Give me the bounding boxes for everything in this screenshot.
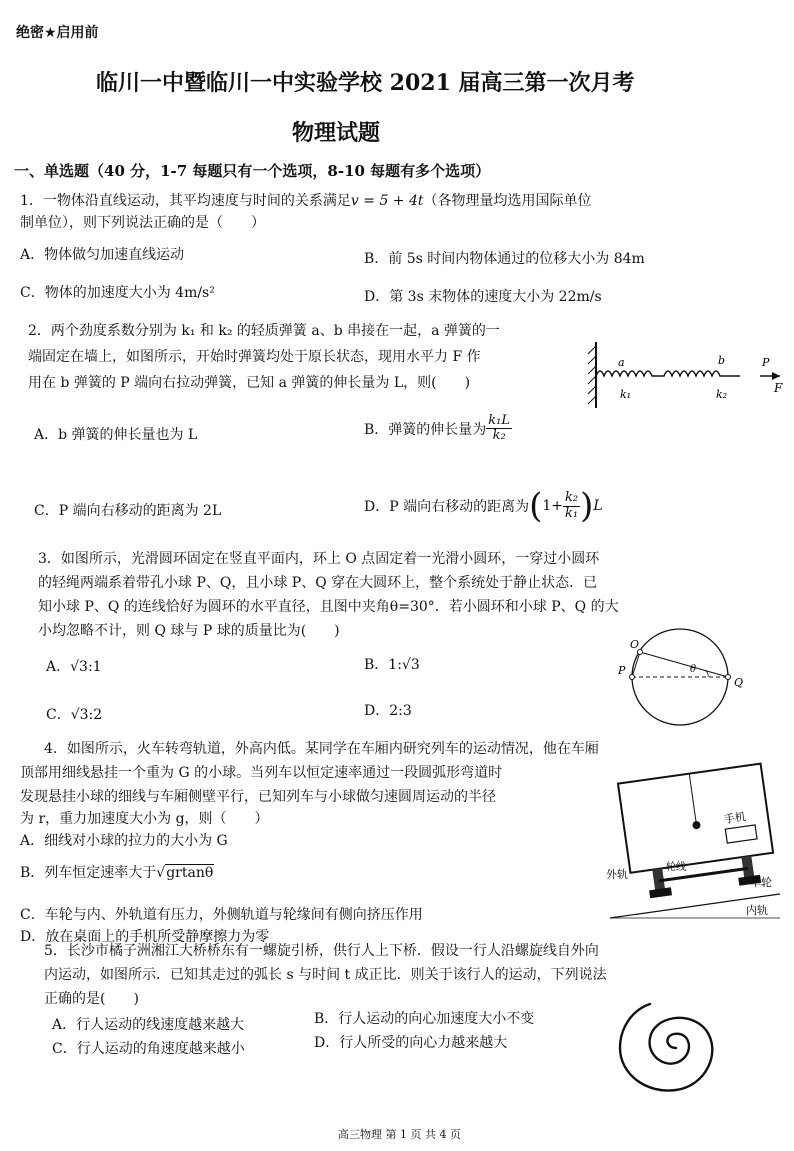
q2-option-b-denominator: k₂ xyxy=(492,428,506,444)
q2-label-p: P xyxy=(762,356,770,369)
q4-stem-line3: 发现悬挂小球的细线与车厢侧壁平行，已知列车与小球做匀速圆周运动的半径 xyxy=(20,789,496,805)
q4-label-inner-rail: 内轨 xyxy=(746,904,768,917)
q5-stem-line2: 内运动，如图所示．已知其走过的弧长 s 与时间 t 成正比．则关于该行人的运动，下列说法 xyxy=(44,967,607,983)
q1-option-c: C．物体的加速度大小为 4m/s² xyxy=(20,285,215,301)
q4-stem-line1: 4．如图所示，火车转弯轨道，外高内低。某同学在车厢内研究列车的运动情况，他在车厢 xyxy=(44,741,599,757)
q5-option-a: A．行人运动的线速度越来越大 xyxy=(52,1017,245,1033)
q5-spiral-figure xyxy=(606,996,738,1104)
q4-option-a: A．细线对小球的拉力的大小为 G xyxy=(20,833,228,849)
q2-stem-line1: 2．两个劲度系数分别为 k₁ 和 k₂ 的轻质弹簧 a、b 串接在一起，a 弹簧的一 xyxy=(28,323,500,339)
exam-title: 临川一中暨临川一中实验学校 2021 届高三第一次月考 xyxy=(96,70,635,96)
q4-option-c: C．车轮与内、外轨道有压力，外侧轨道与轮缘间有侧向挤压作用 xyxy=(20,907,423,923)
q1-stem-line2: 制单位），则下列说法正确的是（ ） xyxy=(20,215,265,231)
q4-label-wheel-axle: 轮线 xyxy=(666,862,686,873)
q2-option-c: C．P 端向右移动的距离为 2L xyxy=(34,503,222,519)
q2-label-k1: k₁ xyxy=(620,388,632,401)
q4-label-phone: 手机 xyxy=(723,810,747,827)
q1-stem-line1: 1．一物体沿直线运动，其平均速度与时间的关系满足v = 5 + 4t（各物理量均选用国际单位 xyxy=(20,193,592,209)
q3-option-b: B．1:√3 xyxy=(364,657,420,673)
q4-option-d: D．放在桌面上的手机所受静摩擦力为零 xyxy=(20,929,270,945)
q1-option-a: A．物体做匀加速直线运动 xyxy=(20,247,185,263)
q4-label-outer-rail: 外轨 xyxy=(606,868,628,881)
q3-stem-line1: 3．如图所示，光滑圆环固定在竖直平面内，环上 O 点固定着一光滑小圆环，一穿过小圆环 xyxy=(38,551,600,567)
q2-stem-line3: 用在 b 弹簧的 P 端向右拉动弹簧，已知 a 弹簧的伸长量为 L，则( ) xyxy=(28,375,471,391)
q2-label-b: b xyxy=(718,354,726,367)
q4-stem-line4: 为 r，重力加速度大小为 g，则（ ） xyxy=(20,811,269,827)
q1-option-d: D．第 3s 末物体的速度大小为 22m/s xyxy=(364,289,602,305)
q2-option-b: B．弹簧的伸长量为 $\frac{\text{k₁L}}{\text{k₂}}$ xyxy=(364,413,511,444)
q3-stem-line2: 的轻绳两端系着带孔小球 P、Q，且小球 P、Q 穿在大圆环上，整个系统处于静止状态．已 xyxy=(38,575,598,591)
q2-label-a: a xyxy=(618,356,625,369)
q2-option-d-numerator: k₂ xyxy=(565,490,579,506)
q3-option-d: D．2:3 xyxy=(364,703,412,719)
q5-option-d: D．行人所受的向心力越来越大 xyxy=(314,1035,508,1051)
q4-label-wheel: 车轮 xyxy=(750,876,772,889)
q1-formula: v = 5 + 4t xyxy=(350,193,424,209)
q3-label-q: Q xyxy=(734,676,744,689)
q3-stem-line3: 知小球 P、Q 的连线恰好为圆环的水平直径，且图中夹角θ=30°．若小圆环和小球 P、Q 的大 xyxy=(38,599,619,615)
q2-option-a: A．b 弹簧的伸长量也为 L xyxy=(34,427,198,443)
q2-stem-line2: 端固定在墙上，如图所示，开始时弹簧均处于原长状态，现用水平力 F 作 xyxy=(28,349,481,365)
q2-option-d-denominator: k₁ xyxy=(565,505,579,521)
q3-label-o: O xyxy=(630,638,640,651)
q2-label-f: F xyxy=(774,381,783,395)
q2-label-k2: k₂ xyxy=(716,388,728,401)
q5-stem-line1: 5．长沙市橘子洲湘江大桥桥东有一螺旋引桥，供行人上下桥．假设一行人沿螺旋线自外向 xyxy=(44,943,599,959)
q2-option-b-numerator: k₁L xyxy=(488,413,511,428)
q5-option-b: B．行人运动的向心加速度大小不变 xyxy=(314,1011,535,1027)
q5-stem-line3: 正确的是( ) xyxy=(44,991,139,1007)
subject-title: 物理试题 xyxy=(292,120,381,146)
q3-ring-figure xyxy=(610,622,760,732)
q3-option-c: C．√3:2 xyxy=(46,707,103,723)
q4-option-b-radicand: grtanθ xyxy=(166,865,214,881)
secret-label: 绝密★启用前 xyxy=(16,25,99,41)
q1-option-b: B．前 5s 时间内物体通过的位移大小为 84m xyxy=(364,251,645,267)
q4-option-b: B．列车恒定速率大于√grtanθ xyxy=(20,865,214,881)
q3-label-theta: θ xyxy=(690,664,697,675)
q3-label-p: P xyxy=(618,664,626,677)
q2-spring-figure xyxy=(580,336,786,412)
q3-stem-line4: 小均忽略不计，则 Q 球与 P 球的质量比为( ) xyxy=(38,623,340,639)
q4-train-figure xyxy=(600,762,784,922)
q5-option-c: C．行人运动的角速度越来越小 xyxy=(52,1041,245,1057)
page-number: 高三物理 第 1 页 共 4 页 xyxy=(338,1128,461,1141)
q3-option-a: A．√3:1 xyxy=(46,659,102,675)
section-heading: 一、单选题（40 分，1-7 每题只有一个选项，8-10 每题有多个选项） xyxy=(14,162,491,180)
q4-stem-line2: 顶部用细线悬挂一个重为 G 的小球。当列车以恒定速率通过一段圆弧形弯道时 xyxy=(20,765,503,781)
q2-option-d: D．P 端向右移动的距离为 ( 1+ $\frac{\text{k₂}}{\text{k₁}}$ ) L xyxy=(364,486,603,526)
